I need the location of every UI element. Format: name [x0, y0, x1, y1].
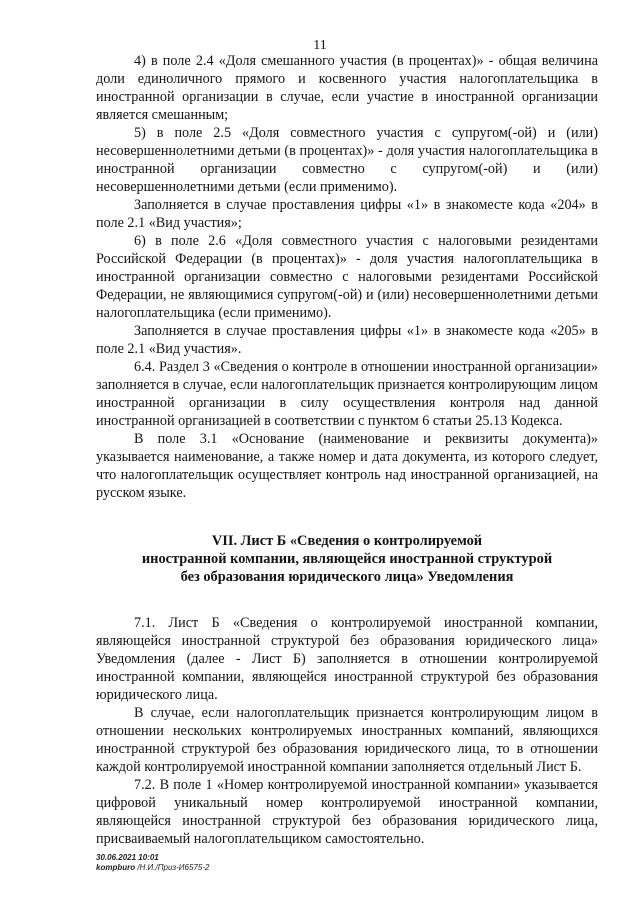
footer-date: 30.06.2021 10:01 — [96, 853, 159, 862]
page-number: 11 — [313, 38, 327, 53]
paragraph: 5) в поле 2.5 «Доля совместного участия с супругом(-ой) и (или) несовершеннолетними детьми (в процентах)» - доля участия налогоплательщика в иностранной организации совместно с супругом(-ой) и (или) несовершеннолетними детьми (если применимо). — [96, 125, 598, 195]
paragraph: 7.1. Лист Б «Сведения о контролируемой иностранной компании, являющейся иностранной структурой без образования юридического лица» Уведомления (далее - Лист Б) заполняется в отношении контролируемой иностранной компании, являющейся иностранной структурой без образования юридического лица. — [96, 615, 598, 703]
paragraph: 4) в поле 2.4 «Доля смешанного участия (в процентах)» - общая величина доли единоличного прямого и косвенного участия налогоплательщика в иностранной организации в случае, если участие в иностранной организации является смешанным; — [96, 53, 598, 123]
footer-ref-line — [96, 863, 209, 873]
paragraph: Заполняется в случае проставления цифры «1» в знакоместе кода «204» в поле 2.1 «Вид участия»; — [96, 197, 598, 231]
footer-ref: /Н.И./Приз-И6575-2 — [135, 863, 210, 872]
paragraph: В случае, если налогоплательщик признается контролирующим лицом в отношении нескольких контролируемых иностранных компаний, являющихся иностранной структурой без образования юридического лица, то в отношении каждой контролируемой иностранной компании заполняется отдельный Лист Б. — [96, 705, 598, 775]
section-heading-line: VII. Лист Б «Сведения о контролируемой — [211, 533, 483, 549]
paragraph: 6.4. Раздел 3 «Сведения о контроле в отношении иностранной организации» заполняется в случае, если налогоплательщик признается контролирующим лицом иностранной организации в силу осуществления контроля над данной иностранной организацией в соответствии с пунктом 6 статьи 25.13 Кодекса. — [96, 359, 598, 429]
section-heading-line: без образования юридического лица» Уведомления — [180, 569, 514, 585]
paragraph: Заполняется в случае проставления цифры «1» в знакоместе кода «205» в поле 2.1 «Вид участия». — [96, 323, 598, 357]
section-heading-line: иностранной компании, являющейся иностранной структурой — [141, 551, 553, 567]
section-heading — [96, 532, 598, 586]
paragraph: В поле 3.1 «Основание (наименование и реквизиты документа)» указывается наименование, а также номер и дата документа, из которого следует, что налогоплательщик осуществляет контроль над иностранной организацией, на русском языке. — [96, 431, 598, 501]
document-body — [96, 52, 598, 848]
paragraph: 6) в поле 2.6 «Доля совместного участия с налоговыми резидентами Российской Федерации (в процентах)» - доля участия налогоплательщика в иностранной организации совместно с налоговыми резидентами Российской Федерации, не являющимися супругом(-ой) и (или) несовершеннолетними детьми налогоплательщика (если применимо). — [96, 233, 598, 321]
footer-stamp — [96, 853, 209, 873]
footer-brand: kompburo — [96, 863, 136, 872]
paragraph: 7.2. В поле 1 «Номер контролируемой иностранной компании» указывается цифровой уникальный номер контролируемой иностранной компании, являющейся иностранной структурой без образования юридического лица, присваиваемый налогоплательщиком самостоятельно. — [96, 777, 598, 847]
